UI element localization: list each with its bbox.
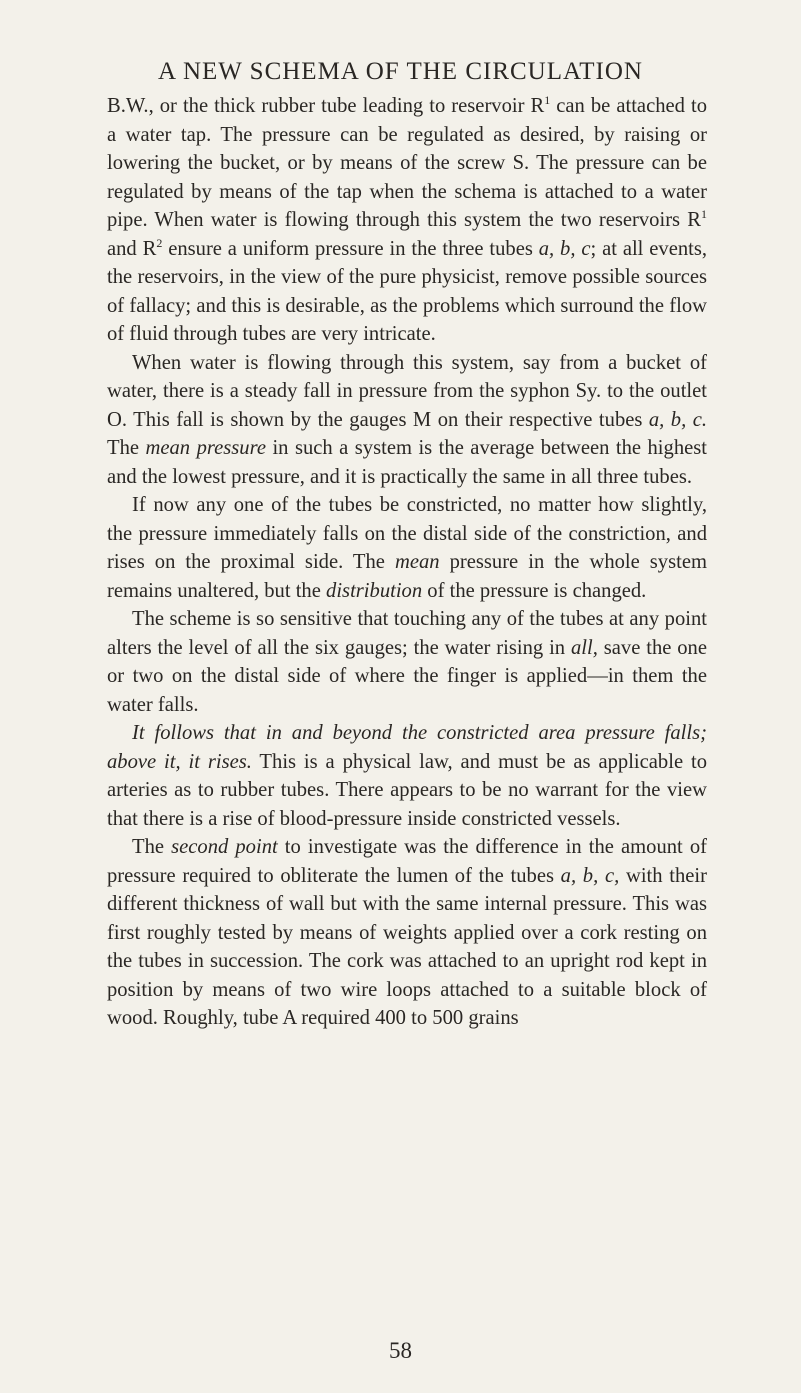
italic-text: mean pressure [145, 437, 266, 459]
text-run: ; at all events, the reservoirs, in the view of the pure physicist, remove possible sources of fallacy; and this is desirable, as the problems which surround the flow of fluid through tubes are very intricate. [107, 237, 708, 345]
superscript: 1 [701, 207, 707, 221]
text-run: When water is flowing through this system, say from a bucket of water, there is a steady fall in pressure from the syphon Sy. to the outlet O. This fall is shown by the gauges M on their respective tubes [107, 351, 707, 431]
text-run: pressure in the whole system remains unaltered, but the [107, 551, 707, 602]
paragraph [107, 833, 707, 1033]
text-run: B.W., or the thick rubber tube leading to reservoir R [107, 95, 545, 117]
text-run: This is a physical law, and must be as applicable to arteries as to rubber tubes. There appears to be no warrant for the view that there is a rise of blood-pressure inside constricted vessels. [107, 750, 707, 830]
page-number: 58 [389, 1338, 412, 1363]
text-run: The scheme is so sensitive that touching any of the tubes at any point alters the level of all the six gauges; the water rising in [107, 608, 707, 659]
paragraph [107, 491, 707, 605]
italic-text: a, b, c. [648, 408, 707, 431]
text-run: of the pressure is changed. [422, 579, 647, 602]
paragraph [107, 92, 707, 349]
text-run: ensure a uniform pressure in the three tubes [162, 237, 539, 260]
italic-text: second point [171, 836, 278, 858]
text-run: The [132, 836, 172, 858]
italic-text: It follows that in and beyond the constricted area pressure falls; above it, it rises. [107, 722, 707, 773]
text-run: in such a system is the average between the highest and the lowest pressure, and it is practically the same in all three tubes. [107, 437, 707, 488]
italic-text: all, [570, 636, 598, 659]
superscript: 1 [544, 93, 551, 107]
superscript: 2 [156, 235, 163, 250]
italic-text: distribution [326, 579, 423, 602]
text-run: can be attached to a water tap. The pressure can be regulated as desired, by raising or lowering the bucket, or by means of the screw S. The pressure can be regulated by means of the tap when the schema is attached to a water pipe. When water is flowing through this system the two reservoirs R [107, 95, 708, 231]
italic-text: a, b, c [538, 237, 591, 260]
italic-text: mean [394, 551, 440, 573]
text-run: with their different thickness of wall but with the same internal pressure. This was first roughly tested by means of weights applied over a cork resting on the tubes in succession. The cork was attached to an upright rod kept in position by means of two wire loops attached to a suitable block of wood. Roughly, tube A required 400 to 500 grains [107, 864, 707, 1029]
text-run: and R [107, 237, 157, 260]
running-head: A NEW SCHEMA OF THE CIRCULATION [158, 58, 643, 85]
paragraph [107, 349, 707, 492]
paragraph [107, 719, 707, 833]
body-text [107, 92, 707, 1033]
text-run: The [107, 437, 146, 459]
text-run: If now any one of the tubes be constricted, no matter how slightly, the pressure immediately falls on the distal side of the constriction, and rises on the proximal side. The [107, 494, 707, 573]
text-run: save the one or two on the distal side of where the finger is applied—in them the water falls. [107, 636, 707, 716]
paragraph [107, 605, 707, 719]
text-run: to investigate was the difference in the amount of pressure required to obliterate the lumen of the tubes [107, 836, 708, 887]
italic-text: a, b, c, [560, 864, 620, 887]
